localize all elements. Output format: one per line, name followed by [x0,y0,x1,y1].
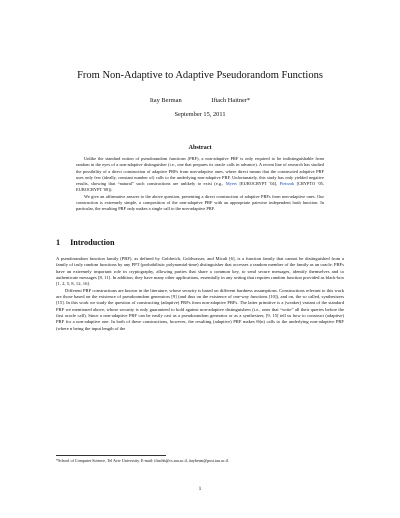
myers-link[interactable]: Myers [225,181,238,186]
abstract-paragraph-1 [76,156,324,194]
paper-title: From Non-Adaptive to Adaptive Pseudorandom Functions [77,70,323,81]
author-list [0,97,400,104]
intro-paragraph-1: A pseudorandom function family (PRF), as defined by Goldreich, Goldwasser, and Micali [6], is a function family that cannot be distinguished from a family of truly random functions by any PPT (probabilistic polynomial-time) distinguisher that accesses a random member of the family as an oracle. PRFs have an extremely important role in cryptography, allowing parties that share a common key, to send secure messages, identify themselves and to authenticate messages [8, 11]. In addition, they have many other applications, essentially in any setting that requires random function provided as black-box [1, 2, 5, 8, 12, 16]. [56,256,344,287]
abstract-body [76,156,324,212]
section-number: 1 [56,238,61,247]
abstract-p1-text: Unlike the standard notion of pseudorandom functions (PRF), a non-adaptive PRF is only required to be indistinguishable from random in the eyes of a non-adaptive distinguisher (i.e., one that prepares its oracle calls in advance). A recent line of research has studied the possibility of a direct construction of adaptive PRFs from non-adaptive ones, where direct means that the constructed adaptive PRF uses only few (ideally, constant number of) calls to the underlying non-adaptive PRF. Unfortunately, this study has only yielded negative results, showing that “natural” such constructions are unlikely to exist (e.g., [76,156,324,186]
introduction-body [56,256,344,332]
page-number: 1 [198,486,202,492]
abstract-p1-end: [CRYPTO '05, EUROCRYPT '08]). [76,181,324,193]
abstract-heading: Abstract [188,144,212,151]
paper-date: September 15, 2011 [174,111,226,118]
author-1: Itay Berman [149,97,182,104]
section-heading [56,238,115,247]
abstract-paragraph-2: We give an affirmative answer to the above question, presenting a direct construction of adaptive PRFs from non-adaptive ones. Our construction is extremely simple, a composition of the non-adaptive PRF with an appropriate pairwise independent hash function. In particular, the resulting PRF only makes a single call to the non-adaptive PRF. [76,193,324,211]
abstract-p1-mid: [EUROCRYPT '04], [239,181,278,186]
footnote: *School of Computer Science, Tel Aviv University. E-mail: iftachh@cs.tau.ac.il, itayberm@post.tau.ac.il. [56,458,229,463]
intro-paragraph-2: Different PRF constructions are known in the literature, whose security is based on different hardness assumptions. Constructions relevant to this work are those based on the existence of pseudorandom generators [9] (and thus on the existence of one-way functions [10]), and on, the so called, synthesizers [15]. In this work we study the question of constructing (adaptive) PRFs from non-adaptive PRFs. The latter primitive is a (weaker) variant of the standard PRF we mentioned above, whose security is only guaranteed to hold against non-adaptive distinguishers (i.e., ones that “write” all their queries before the first oracle call). Since a non-adaptive PRF can be easily cast as a pseudorandom generator or as a synthesizer, [9, 15] tell us how to construct (adaptive) PRF for a non-adaptive one. In both of these constructions, however, the resulting (adaptive) PRF makes Θ(n) calls to the underlying non-adaptive PRF (where n being the input length of the [56,287,344,331]
pietrzak-link[interactable]: Pietrzak [279,181,295,186]
footnote-rule [56,455,166,456]
section-title: Introduction [70,238,115,247]
author-2: Iftach Haitner* [211,97,251,104]
